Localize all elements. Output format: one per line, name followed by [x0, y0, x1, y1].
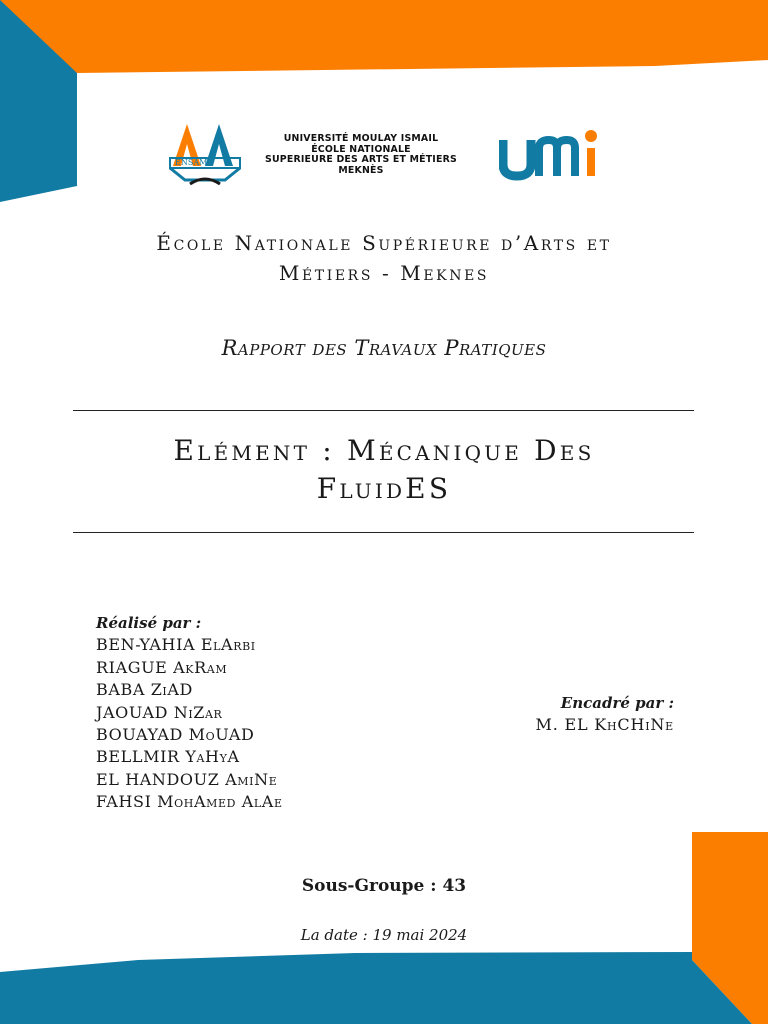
title-rule-bottom [73, 532, 694, 533]
school-name-line2: Métiers - Meknes [278, 261, 490, 285]
report-title-line2: FluidES [316, 472, 452, 505]
author-name: BELLMIR YaHyA [96, 747, 240, 767]
university-line: ÉCOLE NATIONALE [311, 143, 411, 155]
author-name: FAHSI MohAmed AlAe [96, 792, 283, 812]
title-rule-top [73, 410, 694, 411]
school-name [40, 228, 728, 288]
university-line: MEKNÈS [338, 164, 384, 176]
logo-banner [165, 118, 605, 190]
author-name: BOUAYAD MoUAD [96, 725, 255, 745]
report-date: La date : 19 mai 2024 [300, 926, 468, 944]
bottom-teal-band [0, 952, 752, 1024]
supervisor-heading: Encadré par : [560, 694, 674, 712]
ensam-logo [165, 118, 261, 190]
umi-logo [499, 126, 609, 186]
top-orange-band [0, 0, 768, 73]
university-name [265, 134, 457, 176]
ensam-logo-text: ENSAM [175, 158, 208, 167]
school-name-line1: École Nationale Supérieure d’Arts et [156, 231, 612, 255]
author-name: BEN-YAHIA ElArbi [96, 635, 256, 655]
supervisor-block [480, 692, 674, 737]
report-title [60, 432, 708, 508]
sub-group: Sous-Groupe : 43 [301, 876, 467, 896]
author-name: BABA ZiAD [96, 680, 193, 700]
authors-heading: Réalisé par : [96, 614, 202, 632]
university-line: UNIVERSITÉ MOULAY ISMAIL [283, 133, 439, 144]
supervisor-name: M. EL KhCHiNe [535, 715, 674, 735]
author-name: EL HANDOUZ AmiNe [96, 769, 278, 789]
university-line: SUPERIEURE DES ARTS ET MÉTIERS [265, 154, 457, 166]
report-title-line1: Elément : Mécanique Des [173, 434, 595, 467]
author-name: RIAGUE AkRam [96, 657, 228, 677]
report-type: Rapport des Travaux Pratiques [221, 336, 547, 360]
authors-block [96, 612, 283, 814]
author-name: JAOUAD NiZar [96, 702, 223, 722]
